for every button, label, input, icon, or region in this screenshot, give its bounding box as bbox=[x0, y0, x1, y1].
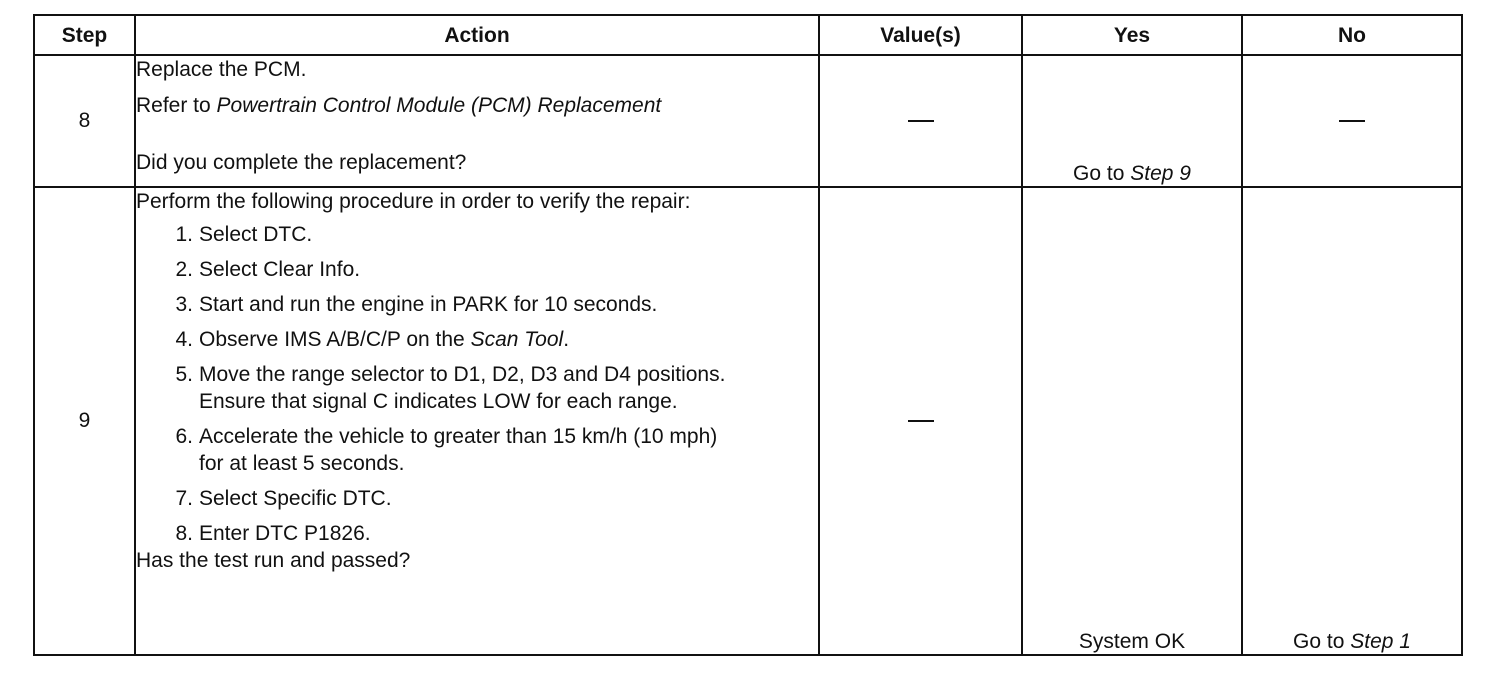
values-cell bbox=[819, 55, 1022, 187]
step-number: 8 bbox=[34, 55, 135, 187]
no-dash bbox=[1339, 120, 1365, 122]
header-values: Value(s) bbox=[819, 15, 1022, 55]
action-cell bbox=[135, 55, 819, 187]
procedure-steps bbox=[136, 221, 818, 547]
action-intro: Perform the following procedure in order to verify the repair: bbox=[136, 190, 691, 213]
header-step: Step bbox=[34, 15, 135, 55]
reference-link[interactable]: Powertrain Control Module (PCM) Replacement bbox=[216, 94, 662, 117]
list-text: Start and run the engine in PARK for 10 seconds. bbox=[199, 293, 658, 316]
list-text: Accelerate the vehicle to greater than 15 km/h (10 mph) for at least 5 seconds. bbox=[199, 425, 718, 475]
list-number: 1. bbox=[175, 223, 193, 246]
header-no: No bbox=[1242, 15, 1462, 55]
procedure-table bbox=[33, 14, 1463, 656]
list-number: 2. bbox=[175, 258, 193, 281]
list-text-prefix: Observe IMS A/B/C/P on the bbox=[199, 328, 471, 351]
list-item bbox=[136, 221, 818, 248]
header-action: Action bbox=[135, 15, 819, 55]
list-number: 8. bbox=[175, 522, 193, 545]
step-number: 9 bbox=[34, 187, 135, 655]
list-text: Select DTC. bbox=[199, 223, 313, 246]
scan-tool-link[interactable]: Scan Tool bbox=[470, 328, 564, 351]
list-number: 7. bbox=[175, 487, 193, 510]
list-number: 3. bbox=[175, 293, 193, 316]
table-row bbox=[34, 187, 1462, 655]
list-number: 4. bbox=[175, 328, 193, 351]
list-item bbox=[136, 520, 818, 547]
list-text: Move the range selector to D1, D2, D3 and D4 positions. Ensure that signal C indicates LOW for each range. bbox=[199, 363, 726, 413]
action-line: Replace the PCM. bbox=[136, 58, 307, 81]
list-item bbox=[136, 423, 818, 477]
values-dash bbox=[908, 120, 934, 122]
no-prefix: Go to bbox=[1293, 630, 1351, 653]
list-text: Select Clear Info. bbox=[199, 258, 361, 281]
no-link[interactable]: Step 1 bbox=[1350, 630, 1411, 653]
reference-prefix: Refer to bbox=[136, 94, 217, 117]
yes-link[interactable]: Step 9 bbox=[1130, 162, 1191, 185]
header-row bbox=[34, 15, 1462, 55]
action-reference bbox=[136, 92, 818, 119]
list-item bbox=[136, 485, 818, 512]
action-question: Has the test run and passed? bbox=[136, 549, 411, 572]
list-item bbox=[136, 256, 818, 283]
values-dash bbox=[908, 420, 934, 422]
header-yes: Yes bbox=[1022, 15, 1242, 55]
no-cell bbox=[1242, 187, 1462, 655]
list-item bbox=[136, 361, 818, 415]
values-cell bbox=[819, 187, 1022, 655]
list-text: Select Specific DTC. bbox=[199, 487, 392, 510]
yes-prefix: Go to bbox=[1073, 162, 1131, 185]
list-text bbox=[199, 326, 818, 353]
list-number: 6. bbox=[175, 425, 193, 448]
list-text-suffix: . bbox=[563, 328, 570, 351]
action-cell bbox=[135, 187, 819, 655]
list-text: Enter DTC P1826. bbox=[199, 522, 371, 545]
list-item bbox=[136, 326, 818, 353]
list-number: 5. bbox=[175, 363, 193, 386]
action-question: Did you complete the replacement? bbox=[136, 151, 467, 174]
yes-cell bbox=[1022, 55, 1242, 187]
no-cell bbox=[1242, 55, 1462, 187]
yes-cell: System OK bbox=[1022, 187, 1242, 655]
list-item bbox=[136, 291, 818, 318]
table-row bbox=[34, 55, 1462, 187]
